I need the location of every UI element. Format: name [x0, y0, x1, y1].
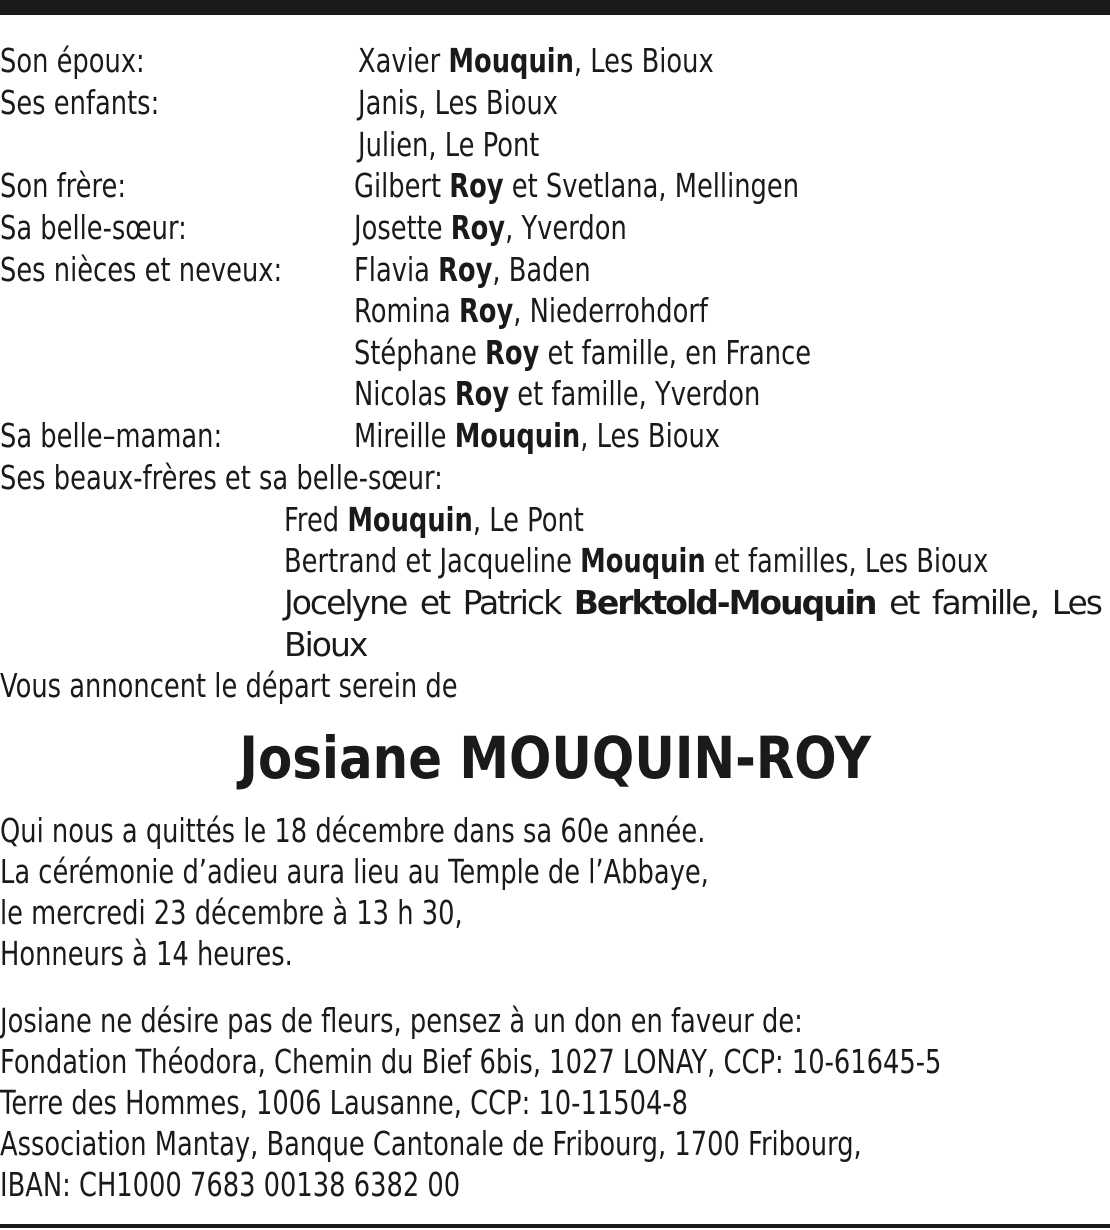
- label-brother: Son frère:: [0, 166, 127, 205]
- donation-mantay: Association Mantay, Banque Cantonale de Fribourg, 1700 Fribourg,: [0, 1124, 862, 1163]
- ceremony-line-4: Honneurs à 14 heures.: [0, 934, 293, 973]
- donation-intro: Josiane ne désire pas de fleurs, pensez à un don en faveur de:: [0, 1001, 803, 1040]
- deceased-name: Josiane MOUQUIN-ROY: [239, 724, 871, 792]
- entry-nephew-1: Stéphane Roy et famille, en France: [354, 333, 812, 372]
- entry-nephew-2: Nicolas Roy et famille, Yverdon: [354, 374, 761, 413]
- entry-brother: Gilbert Roy et Svetlana, Mellingen: [354, 166, 800, 205]
- label-nieces-nephews: Ses nièces et neveux:: [0, 250, 283, 289]
- donation-iban: IBAN: CH1000 7683 00138 6382 00: [0, 1165, 461, 1204]
- entry-inlaw-1: Fred Mouquin, Le Pont: [284, 500, 584, 539]
- label-sister-in-law: Sa belle-sœur:: [0, 208, 187, 247]
- label-spouse: Son époux:: [0, 41, 145, 80]
- label-children: Ses enfants:: [0, 83, 160, 122]
- ceremony-line-1: Qui nous a quittés le 18 décembre dans sa 60e année.: [0, 811, 706, 850]
- top-rule: [0, 0, 1110, 15]
- entry-child-2: Julien, Le Pont: [358, 125, 540, 164]
- entry-niece-2: Romina Roy, Niederrohdorf: [354, 291, 708, 330]
- donation-theodora: Fondation Théodora, Chemin du Bief 6bis, 1027 LONAY, CCP: 10-61645-5: [0, 1042, 942, 1081]
- announcement: Vous annoncent le départ serein de: [0, 666, 458, 705]
- entry-inlaw-3: Jocelyne et Patrick Berktold-Mouquin et famille, Les Bioux: [284, 583, 1101, 664]
- entry-child-1: Janis, Les Bioux: [358, 83, 559, 122]
- label-mother-in-law: Sa belle–maman:: [0, 416, 223, 455]
- entry-spouse: Xavier Mouquin, Les Bioux: [358, 41, 714, 80]
- entry-inlaw-2: Bertrand et Jacqueline Mouquin et familles, Les Bioux: [284, 541, 989, 580]
- bottom-rule: [0, 1224, 1110, 1228]
- ceremony-line-3: le mercredi 23 décembre à 13 h 30,: [0, 893, 463, 932]
- label-inlaws: Ses beaux-frères et sa belle-sœur:: [0, 458, 443, 497]
- entry-niece-1: Flavia Roy, Baden: [354, 250, 591, 289]
- donation-terre-des-hommes: Terre des Hommes, 1006 Lausanne, CCP: 10-11504-8: [0, 1083, 689, 1122]
- ceremony-line-2: La cérémonie d’adieu aura lieu au Temple de l’Abbaye,: [0, 852, 709, 891]
- entry-sister-in-law: Josette Roy, Yverdon: [354, 208, 627, 247]
- entry-mother-in-law: Mireille Mouquin, Les Bioux: [354, 416, 721, 455]
